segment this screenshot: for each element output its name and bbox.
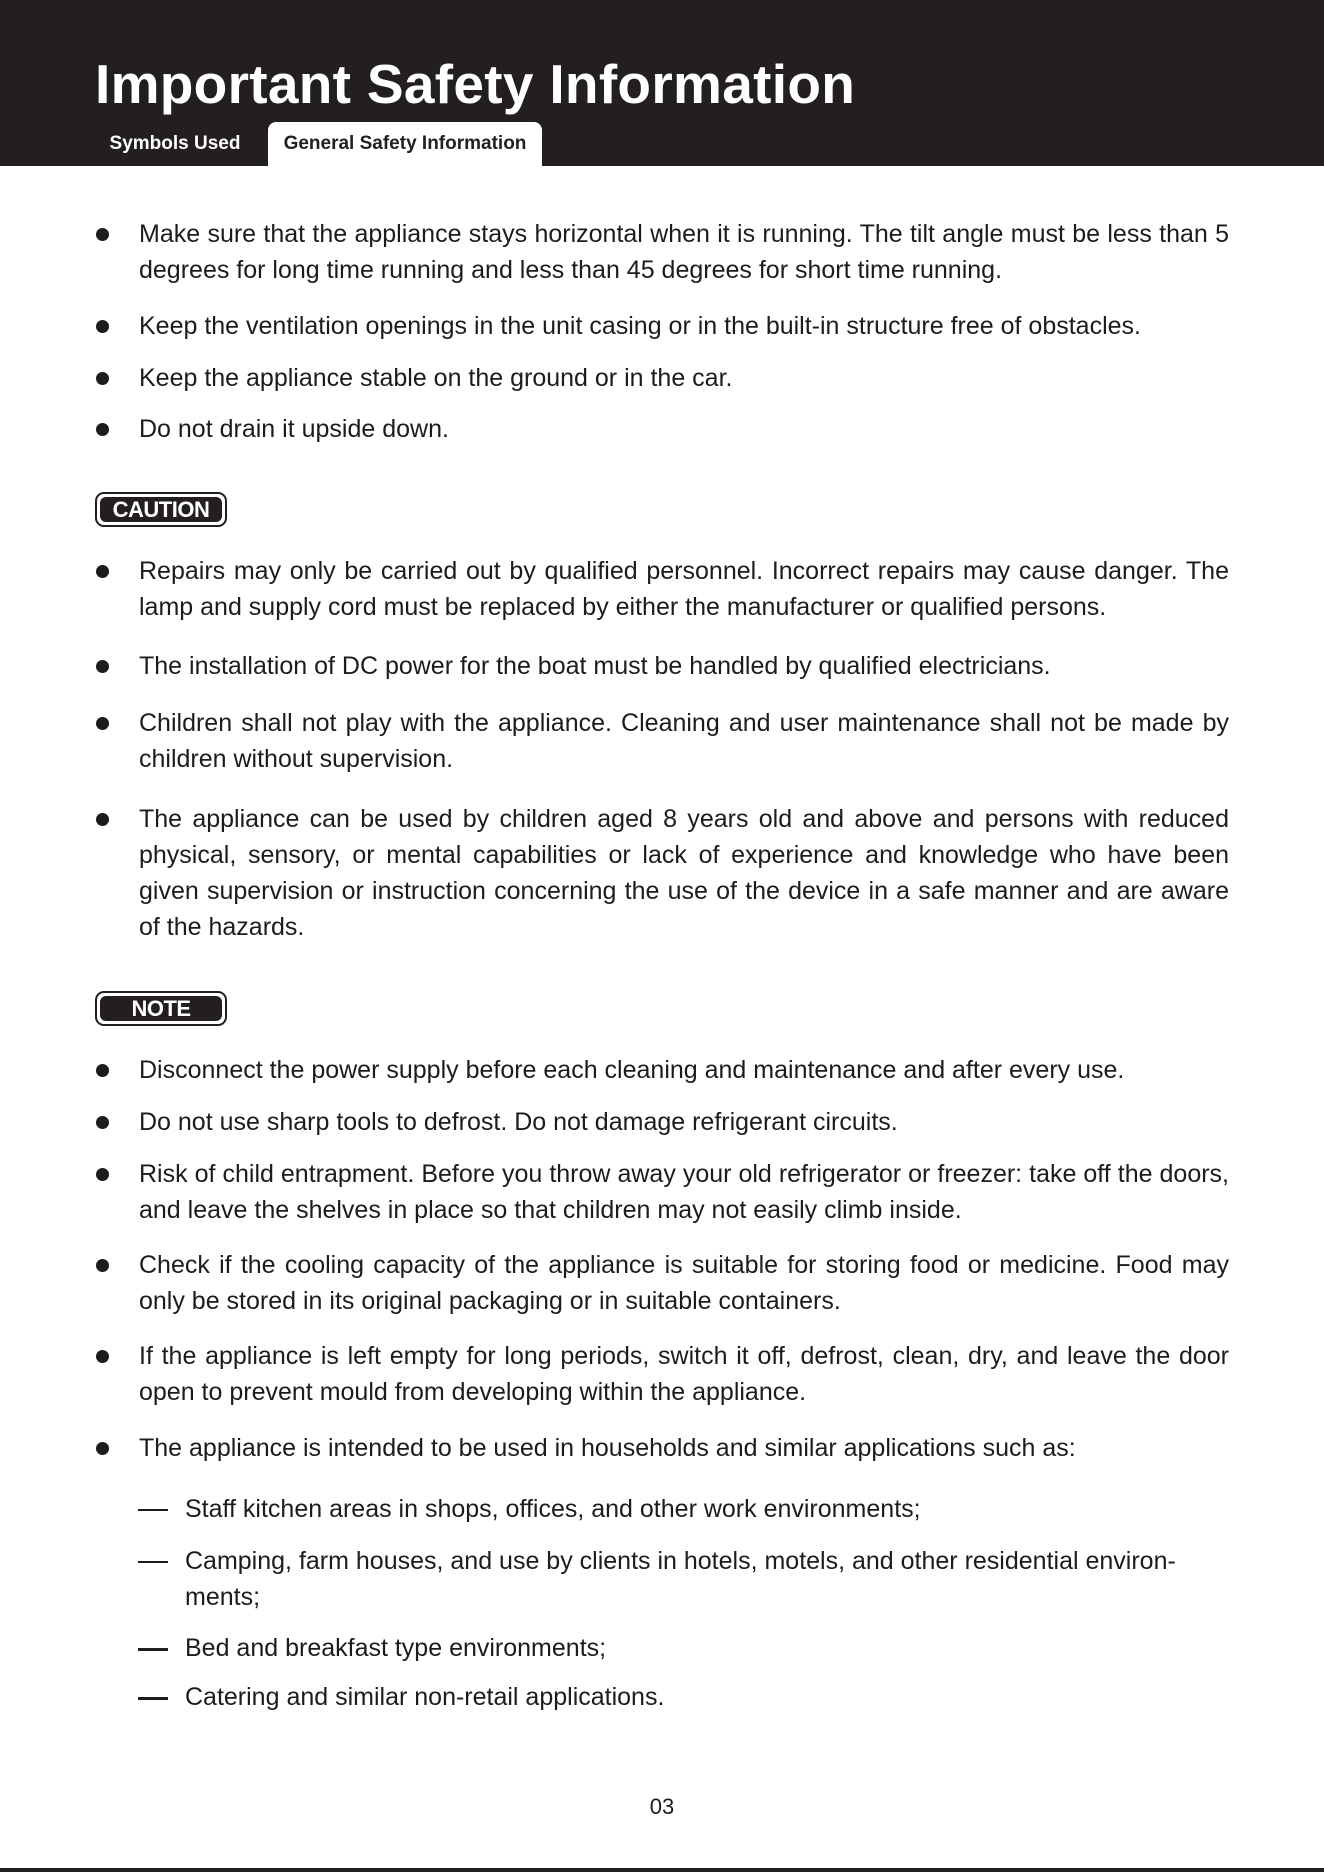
list-item-text: The appliance is intended to be used in households and similar applications such as: — [139, 1434, 1076, 1462]
bullet-icon — [96, 1116, 109, 1129]
caution-label: CAUTION — [100, 497, 222, 522]
list-item-text: The appliance can be used by children aged 8 years old and above and persons with reduced physical, sensory, or mental capabilities or lack of experience and knowledge who have been given supervision or instruction concerning the use of the device in a safe manner and are aware of the hazards. — [139, 805, 1229, 941]
note-label: NOTE — [100, 996, 222, 1021]
footer-rule — [0, 1868, 1324, 1872]
list-item-text: Do not drain it upside down. — [139, 415, 449, 443]
bullet-icon — [96, 372, 109, 385]
bullet-icon — [96, 1442, 109, 1455]
list-item-text: If the appliance is left empty for long periods, switch it off, defrost, clean, dry, and leave the door open to prevent mould from developing within the appliance. — [139, 1342, 1229, 1406]
bullet-icon — [96, 660, 109, 673]
caution-badge — [95, 492, 227, 527]
bullet-icon — [96, 1259, 109, 1272]
dash-icon — [138, 1509, 168, 1511]
page-number: 03 — [649, 1794, 675, 1819]
list-item-text: Keep the ventilation openings in the unit casing or in the built-in structure free of obstacles. — [139, 312, 1141, 340]
list-item-text: Disconnect the power supply before each cleaning and maintenance and after every use. — [139, 1056, 1125, 1084]
bullet-icon — [96, 1064, 109, 1077]
bullet-icon — [96, 320, 109, 333]
tab-general-safety-information[interactable]: General Safety Information — [268, 122, 542, 166]
tab-symbols-used[interactable]: Symbols Used — [109, 133, 241, 154]
sub-list-item-text: Catering and similar non-retail applications. — [185, 1683, 665, 1711]
list-item-text: Check if the cooling capacity of the appliance is suitable for storing food or medicine. Food may only be stored in its original packaging or in suitable containers. — [139, 1251, 1229, 1315]
bullet-icon — [96, 1350, 109, 1363]
list-item-text: Repairs may only be carried out by qualified personnel. Incorrect repairs may cause danger. The lamp and supply cord must be replaced by either the manufacturer or qualified persons. — [139, 557, 1229, 621]
list-item-text: Children shall not play with the appliance. Cleaning and user maintenance shall not be made by children without supervision. — [139, 709, 1229, 773]
page-header — [0, 0, 1324, 166]
section-tabs — [0, 122, 1324, 166]
bullet-icon — [96, 423, 109, 436]
bullet-icon — [96, 1168, 109, 1181]
list-item-text: The installation of DC power for the boat must be handled by qualified electricians. — [139, 652, 1051, 680]
page-title: Important Safety Information — [95, 53, 856, 115]
dash-icon — [138, 1697, 168, 1700]
sub-list-item-text: Bed and breakfast type environments; — [185, 1634, 607, 1662]
list-item-text: Keep the appliance stable on the ground or in the car. — [139, 364, 733, 392]
sub-list-item-text: Camping, farm houses, and use by clients in hotels, motels, and other residential environ-ments; — [185, 1547, 1176, 1611]
list-item-text: Risk of child entrapment. Before you throw away your old refrigerator or freezer: take off the doors, and leave the shelves in place so that children may not easily climb inside. — [139, 1160, 1229, 1224]
dash-icon — [138, 1561, 168, 1563]
list-item-text: Do not use sharp tools to defrost. Do not damage refrigerant circuits. — [139, 1108, 898, 1136]
bullet-icon — [96, 813, 109, 826]
sub-list-item-text: Staff kitchen areas in shops, offices, and other work environments; — [185, 1495, 921, 1523]
list-item-text: Make sure that the appliance stays horizontal when it is running. The tilt angle must be less than 5 degrees for long time running and less than 45 degrees for short time running. — [139, 220, 1229, 284]
bullet-icon — [96, 565, 109, 578]
note-badge — [95, 991, 227, 1026]
bullet-icon — [96, 717, 109, 730]
bullet-icon — [96, 228, 109, 241]
dash-icon — [138, 1648, 168, 1651]
